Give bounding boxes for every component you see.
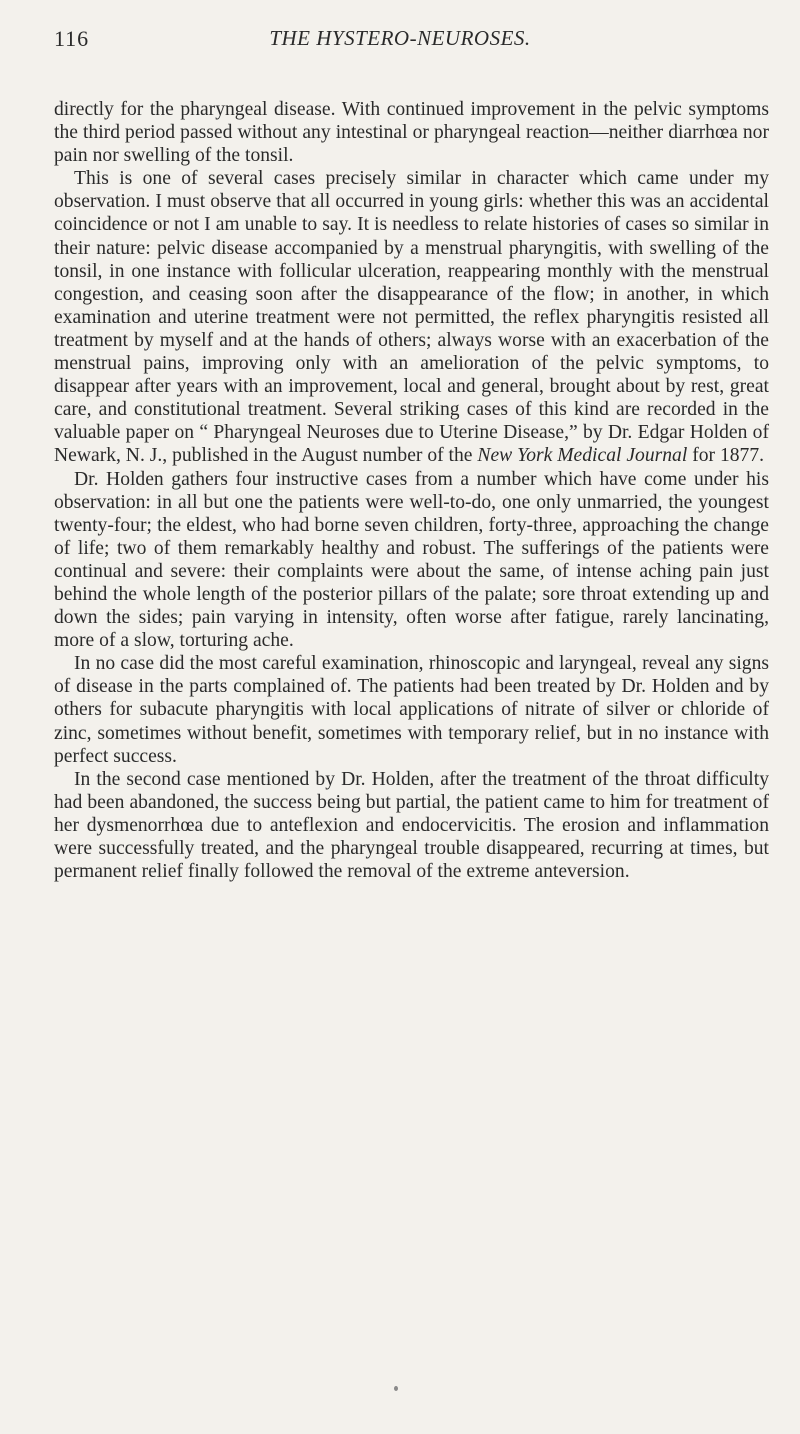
running-head bbox=[54, 26, 746, 56]
page-number: 116 bbox=[54, 26, 90, 51]
paragraph-cases-text: This is one of several cases precisely similar in character which came under my observation. I must observe that all occurred in young girls: whether this was an accidental coincidence or not I am unable to say. It is needless to relate histories of cases so similar in their nature: pelvic disease accompanied by a menstrual pharyngitis, with swelling of the tonsil, in one instance with follicular ulceration, reappearing monthly with the menstrual congestion, and ceasing soon after the disappearance of the flow; in another, in which examination and uterine treatment were not permitted, the reflex pharyngitis resisted all treatment by myself and at the hands of others; always worse with an exacerbation of the menstrual pains, improving only with an amelioration of the pelvic symptoms, to disappear after years with an improvement, local and general, brought about by rest, great care, and constitutional treatment. Several striking cases of this kind are recorded in the valuable paper on “ Pharyngeal Neuroses due to Uterine Disease,” by Dr. Edgar Holden of Newark, N. J., published in the August number of the bbox=[54, 168, 769, 467]
paragraph-cases bbox=[54, 167, 769, 467]
paragraph-second-case: In the second case mentioned by Dr. Holden, after the treatment of the throat difficulty had been abandoned, the success being but partial, the patient came to him for treatment of her dysmenorrhœa due to anteflexion and endocervicitis. The erosion and inflammation were successfully treated, and the pharyngeal trouble disappeared, recurring at times, but permanent relief finally followed the removal of the extreme anteversion. bbox=[54, 768, 769, 883]
print-speck bbox=[394, 1386, 398, 1391]
paragraph-cases-tail: for 1877. bbox=[692, 445, 765, 467]
paragraph-examination: In no case did the most careful examination, rhinoscopic and laryngeal, reveal any signs of disease in the parts complained of. The patients had been treated by Dr. Holden and by others for subacute pharyngitis with local applications of nitrate of silver or chloride of zinc, sometimes without benefit, sometimes with temporary relief, but in no instance with perfect success. bbox=[54, 653, 769, 767]
body-text bbox=[54, 98, 769, 883]
paragraph-continuation: directly for the pharyngeal disease. With continued improvement in the pelvic symptoms the third period passed without any intestinal or pharyngeal reaction—neither diarrhœa nor pain nor swelling of the tonsil. bbox=[54, 99, 769, 167]
paragraph-holden-cases: Dr. Holden gathers four instructive cases from a number which have come under his observation: in all but one the patients were well-to-do, one only unmarried, the youngest twenty-four; the eldest, who had borne seven children, forty-three, approaching the change of life; two of them remarkably healthy and robust. The sufferings of the patients were continual and severe: their complaints were about the same, of intense aching pain just behind the whole length of the posterior pillars of the palate; sore throat extending up and down the sides; pain varying in intensity, often worse after fatigue, rarely lancinating, more of a slow, torturing ache. bbox=[54, 468, 769, 652]
running-title: THE HYSTERO-NEUROSES. bbox=[269, 26, 531, 50]
journal-title: New York Medical Journal bbox=[477, 445, 688, 467]
